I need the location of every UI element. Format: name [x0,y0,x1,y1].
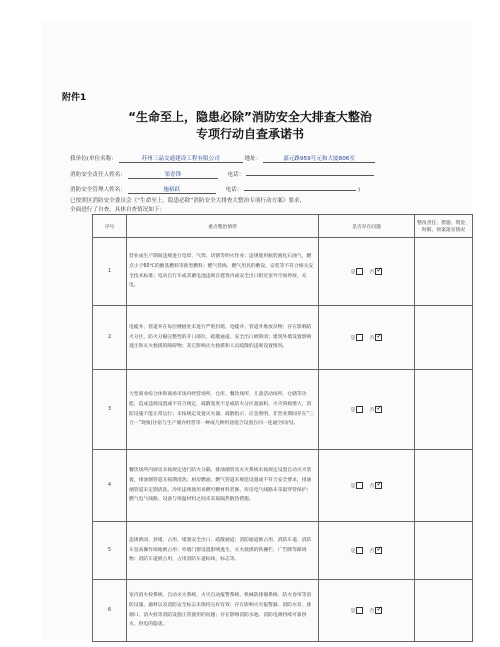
table-row [93,522,473,580]
document-title: “生命至上，隐患必除”消防安全大排查大整治 [128,110,372,124]
no-checkbox[interactable] [375,482,382,489]
phone-field-1 [246,175,374,176]
unit-label: 我单位(单位名称： [70,156,117,162]
yes-checkbox[interactable] [356,607,363,614]
header-content: 重点整治情形 [127,215,319,238]
row-number: 6 [93,580,127,642]
address-label: 地址： [244,156,262,162]
row-content: 营业成生产期间违规进行电焊、气焊、切割等明火作业；违规使用瓶装液化石油气，燃点小于60℃的醇基燃料等新型燃料；燃气管线、燃气用具的敷设、安装等不符合相关安全技术标准；电动自行车或其蓄电池违规在建筑内或安全出口附近室外空间停放、充电。 [127,238,319,306]
phone-label-2: 电话： [225,187,243,193]
no-checkbox[interactable] [375,334,382,341]
table-row [93,238,473,306]
yes-checkbox[interactable] [356,406,363,413]
row-status [319,370,415,450]
fire-responsible-name: 邹青锋 [128,170,218,179]
row-content: 违规锁闭、封堵、占用、堵塞安全出口、疏散通道；消防通道被占用，消防车道、消防车登高操作场地被占用；外墙门窗设置影响逃生、灭火救援的铁栅栏、广告牌等障碍物；消防车道被占用，占用消防车道标线、标志等。 [127,522,319,580]
phone-label-1: 电话： [227,172,245,178]
address-field: 嘉元路959号元和大厦806室 [263,154,375,163]
fire-responsible-line [70,170,374,179]
unit-line [70,154,375,163]
inspection-table [92,214,473,642]
table-row [93,450,473,522]
yes-checkbox[interactable] [356,268,363,275]
fire-manager-label: 消防安全管理人姓名： [70,187,126,193]
attachment-label: 附件1 [62,93,87,103]
phone-field-2 [244,190,356,191]
yes-option-label: 是 [350,270,356,275]
row-measures [415,450,473,522]
row-status [319,238,415,306]
document-subtitle: 专项行动自查承诺书 [195,127,304,141]
row-measures [415,370,473,450]
row-number: 2 [93,306,127,370]
unit-name-field: 苏州三晶交通建设工程有限公司 [119,154,243,163]
no-option-label: 否 [369,270,375,275]
commitment-line-2: 全面进行了自查，具体自查情况如下： [70,207,166,213]
row-number: 1 [93,238,127,306]
yes-option-label: 是 [350,408,356,413]
fire-responsible-label: 消防安全责任人姓名： [70,172,126,178]
row-number: 4 [93,450,127,522]
yes-checkbox[interactable] [356,547,363,554]
row-content: 电缆井、管道井在每层楼板处未进行严密封堵，电缆井、管道井堆放杂物；存在影响防火分区、防火分隔完整性的开口部位，疏散通道、安全出口被锁闭；建筑外墙设置影响逃生和灭火救援的障碍物；其它影响灭火救援和人员疏散的违规设置情况。 [127,306,319,370]
row-status [319,450,415,522]
table-row [93,370,473,450]
row-measures [415,306,473,370]
commitment-line-1: 已按照区消防安全委员会《“生命至上，隐患必除”消防安全大排查大整治专项行动方案》要求， [70,198,306,204]
no-checkbox[interactable] [375,547,382,554]
header-no: 序号 [93,215,127,238]
row-number: 3 [93,370,127,450]
yes-checkbox[interactable] [356,482,363,489]
row-content: 餐饮场所内厨房未按规定进行防火分隔，排油烟管及灭火系统未按规定设置自动灭火装置，排油烟管道未按期清洗；厨房燃油、燃气管道未规范设置或不符合安全要求，排油烟管道未定期清洗，冷库违规使用易燃可燃材料装修，库房电气线路未采取穿管保护；燃气电气线路、设备与保温材料之间未采取隔热散热措施。 [127,450,319,522]
header-status: 是否存在问题 [319,215,415,238]
table-header-row [93,215,473,238]
no-option-label: 否 [369,484,375,489]
table-row [93,580,473,642]
no-option-label: 否 [369,609,375,614]
no-checkbox[interactable] [375,607,382,614]
no-option-label: 否 [369,408,375,413]
row-status [319,306,415,370]
fire-manager-name: 施裕跃 [128,185,216,194]
yes-option-label: 是 [350,609,356,614]
no-option-label: 否 [369,336,375,341]
table-row [93,306,473,370]
row-content: 室内消火栓系统、自动灭火系统、火灾自动报警系统、机械防排烟系统、防火卷帘等消防设施、器材以及消防安全标志未保持完好有效；存在影响火灾报警器、消防水泵、排烟口、消火栓等消防设施正常使用的问题；存在影响消防水池、消防电源持续可靠供水、供电的隐患。 [127,580,319,642]
row-number: 5 [93,522,127,580]
row-status [319,580,415,642]
yes-option-label: 是 [350,549,356,554]
header-measures: 整改责任、措施、资金、时限、预案落实情况 [415,215,473,238]
yes-option-label: 是 [350,336,356,341]
fire-manager-line: 消防安全管理人姓名： 施裕跃 电话： ) [70,187,361,193]
row-measures [415,522,473,580]
row-content: 大型商业综合体和商场市场内经营场所、仓库、餐饮场所、儿童活动场所、仓储等功能，造成违规设置或不符合规定，疏散宽度不足或防火分区超面积、火灾荷载增大、消防设施不能正常运行；未按规定设置灭火器、疏散指示、应急照明，非营业期间存在“三合一”现象(住宿与生产储存经营等一种或几种用途混合设置在同一连通空间内)。 [127,370,319,450]
no-option-label: 否 [369,549,375,554]
yes-checkbox[interactable] [356,334,363,341]
row-measures [415,580,473,642]
no-checkbox[interactable] [375,268,382,275]
no-checkbox[interactable] [375,406,382,413]
yes-option-label: 是 [350,484,356,489]
row-status [319,522,415,580]
row-measures [415,238,473,306]
